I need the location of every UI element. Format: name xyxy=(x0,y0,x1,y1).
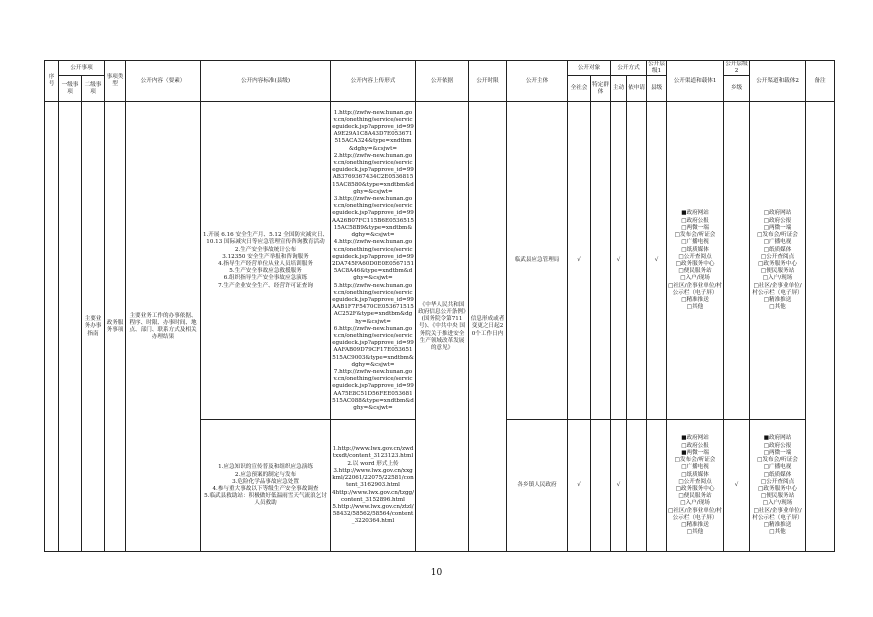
cell-upload-1 xyxy=(331,102,416,420)
channel-option: □公开查阅点 xyxy=(760,253,795,260)
cell-upload-2 xyxy=(331,420,416,552)
header-all: 全社会 xyxy=(568,76,591,102)
header-layer1: 公开层级1 xyxy=(648,61,665,75)
header-specific: 特定群体 xyxy=(591,76,611,102)
channel-option: □纸质媒体 xyxy=(681,246,709,253)
standard-item: 1.应急知识的宣传普及和组织应急演练 xyxy=(218,464,313,471)
cell-county-check-1: √ xyxy=(647,102,667,420)
channel-option: □政务服务中心 xyxy=(675,485,715,492)
upload-link: 5.http://www.lwx.gov.cn/ztzl/58432/58562/58564/content_3220364.html xyxy=(332,503,414,525)
channel-option: □精准推送 xyxy=(763,296,792,303)
standard-item: 6.组织指导生产安全事故应急演练 xyxy=(223,275,308,282)
header-standard: 公开内容标准(县级) xyxy=(201,61,331,102)
channel-option: □政府网站 xyxy=(763,210,792,217)
channel-option: □纸质媒体 xyxy=(763,246,792,253)
cell-apply-1 xyxy=(627,102,647,420)
header-layer2: 公开层级2 xyxy=(725,61,748,75)
channel-option: □便民服务站 xyxy=(678,493,712,500)
channel-option: □发布会/听证会 xyxy=(757,232,798,239)
cell-level1 xyxy=(59,102,82,552)
channel-option: □便民服务站 xyxy=(678,268,712,275)
channel-option: □政府公报 xyxy=(681,217,709,224)
header-apply: 依申请 xyxy=(627,76,647,102)
standard-item: 4.指导生产经营单位从业人员培训服务 xyxy=(218,260,313,267)
header-subject: 公开主体 xyxy=(507,61,568,102)
cell-standard-2 xyxy=(201,420,331,552)
channel-option: □公开查阅点 xyxy=(678,478,712,485)
channel-option: □社区/企事业单位/村公示栏（电子屏） xyxy=(752,282,803,296)
channel-option: □政府公报 xyxy=(763,442,792,449)
header-method: 公开方式 xyxy=(611,61,647,76)
channel-option: ■政府网站 xyxy=(681,210,709,217)
header-content: 公开内容（要素） xyxy=(126,61,201,102)
cell-apply-2 xyxy=(627,420,647,552)
channel-option: □社区/企事业单位/村公示栏（电子屏） xyxy=(752,507,803,521)
upload-link: 1.http://zwfw-new.hunan.gov.cn/onething/service/serviceguideck.jsp?approve_id=99A9E29A1C8A43D7E053671515ACA324&type=xndtbm&dghy=&csjwt= xyxy=(332,109,414,152)
channel-option: □政府公报 xyxy=(681,442,709,449)
standard-item: 1.开展 6.16 安全生产月、5.12 全国防灾减灾日、10.13 国际减灾日等应急管理宣传咨询教育活动 xyxy=(202,232,329,246)
header-remark: 备注 xyxy=(806,61,835,102)
header-time: 公开时限 xyxy=(469,61,507,102)
channel-option: □纸质媒体 xyxy=(681,471,709,478)
cell-all-check-1: √ xyxy=(568,102,591,420)
cell-all-check-2: √ xyxy=(568,420,591,552)
channel-option: □公开查阅点 xyxy=(760,478,795,485)
channel-option: □精准推送 xyxy=(763,521,792,528)
cell-subject-1: 临武县应急管理局 xyxy=(507,102,568,420)
cell-basis: 《中华人民共和国政府信息公开条例》(国务院令第711号)、《中共中央 国务院关于推进安全生产领域改革发展的意见》 xyxy=(416,102,469,552)
channel-option: □公开查阅点 xyxy=(678,253,712,260)
upload-link: 6.http://zwfw-new.hunan.gov.cn/onething/service/serviceguideck.jsp?approve_id=99AAFAB09D79CF17E053651515AC9003&type=xndtbm&dghy=&csjwt= xyxy=(332,325,414,368)
upload-link: 3.http://www.lwx.gov.cn/xxgkml/22061/22075/22581/content_3162903.html xyxy=(332,467,414,489)
channel-option: □其他 xyxy=(769,529,786,536)
header-seq: 序号 xyxy=(45,61,59,102)
channel-option: □入户/现场 xyxy=(680,500,710,507)
cell-county-check-2 xyxy=(647,420,667,552)
standard-item: 3.危险化学品事故应急处置 xyxy=(232,478,299,485)
cell-active-check-2: √ xyxy=(611,420,627,552)
header-level1: 一级事项 xyxy=(59,76,82,102)
disclosure-table xyxy=(44,60,835,552)
channel-option: □精准推送 xyxy=(681,296,709,303)
cell-channel1-2 xyxy=(667,420,724,552)
header-channel1: 公开渠道和载体1 xyxy=(667,61,724,102)
channel-option: □精准推送 xyxy=(681,521,709,528)
standard-item: 5.临武县救助站：积极做好低温雨雪天气流浪乞讨人员救助 xyxy=(204,493,327,507)
channel-option: □入户/现场 xyxy=(762,500,793,507)
header-channel2: 公开渠道和载体2 xyxy=(750,61,806,102)
channel-option: □纸质媒体 xyxy=(763,471,792,478)
header-type: 事项类型 xyxy=(105,61,126,102)
upload-link: 4http://www.lwx.gov.cn/tzgg/content_3152896.html xyxy=(332,489,414,503)
cell-channel2-1 xyxy=(750,102,806,420)
channel-option: □入户/现场 xyxy=(680,275,710,282)
channel-option: □发布会/听证会 xyxy=(674,457,716,464)
channel-option: □入户/现场 xyxy=(762,275,793,282)
channel-option: □政务服务中心 xyxy=(758,485,797,492)
upload-link: 2.以 word 形式上传 xyxy=(347,460,399,467)
upload-link: 2.http://zwfw-new.hunan.gov.cn/onething/service/serviceguideck.jsp?approve_id=99AB3769367434C2E053681515AC8580&type=xndtbm&dghy=&csjwt= xyxy=(332,152,414,195)
channel-option: □两微一端 xyxy=(763,449,792,456)
cell-town-check-1 xyxy=(724,102,750,420)
standard-item: 4.参与重大事故以下等级生产安全事故调查 xyxy=(212,485,319,492)
header-upload: 公开内容上传形式 xyxy=(331,61,416,102)
channel-option: □广播电视 xyxy=(763,464,792,471)
header-town: 乡级 xyxy=(724,76,750,102)
upload-link: 7.http://zwfw-new.hunan.gov.cn/onething/service/serviceguideck.jsp?approve_id=99AA75E8C51D56FEE053681515AC088&type=xndtbm&dghy=&csjwt= xyxy=(332,368,414,411)
channel-option: □广播电视 xyxy=(681,464,709,471)
cell-channel2-2 xyxy=(750,420,806,552)
cell-remark xyxy=(806,102,835,552)
header-items: 公开事项 xyxy=(59,61,105,76)
header-county: 县级 xyxy=(647,76,667,102)
cell-channel1-1 xyxy=(667,102,724,420)
cell-specific-2 xyxy=(591,420,611,552)
channel-option: □便民服务站 xyxy=(760,493,795,500)
channel-option: □便民服务站 xyxy=(760,268,795,275)
upload-link: 4.http://zwfw-new.hunan.gov.cn/onething/service/serviceguideck.jsp?approve_id=992DA745FA60D0E0E05671515AC8A46&type=xndtbm&dghy=&csjwt= xyxy=(332,239,415,282)
header-audience: 公开对象 xyxy=(568,61,611,76)
channel-option: □社区/企事业单位/村公示栏（电子屏） xyxy=(668,507,722,521)
channel-option: ■政府网站 xyxy=(681,435,709,442)
channel-option: □广播电视 xyxy=(681,239,709,246)
upload-link: 1.http://www.lwx.gov.cn/zwdtxxdt/content_3123123.html xyxy=(332,446,414,460)
channel-option: □社区/企事业单位/村公示栏（电子屏） xyxy=(668,282,722,296)
header-active: 主动 xyxy=(611,76,627,102)
channel-option: □政府公报 xyxy=(763,217,792,224)
header-level2: 二级事项 xyxy=(82,76,105,102)
upload-link: 5.http://zwfw-new.hunan.gov.cn/onething/service/serviceguideck.jsp?approve_id=99AAB1F7F5470CE053671515AC252F&type=xndtbm&dghy=&csjwt= xyxy=(332,282,414,325)
cell-content: 主要业务工作的办事依据、程序、时限、办事时间、地点、部门、联系方式及相关办理结果 xyxy=(126,102,201,552)
channel-option: □政务服务中心 xyxy=(758,260,797,267)
channel-option: □两微一端 xyxy=(681,224,709,231)
channel-option: □政务服务中心 xyxy=(675,260,715,267)
page-number: 10 xyxy=(430,568,443,578)
cell-subject-2: 各乡镇人民政府 xyxy=(507,420,568,552)
standard-item: 2.生产安全事故统计公布 xyxy=(234,246,297,253)
cell-type: 政务服务事项 xyxy=(105,102,126,552)
cell-specific-1 xyxy=(591,102,611,420)
standard-item: 2.应急预案的制定与发布 xyxy=(234,471,297,478)
upload-link: 3.http://zwfw-new.hunan.gov.cn/onething/service/serviceguideck.jsp?approve_id=99AA26B07FC115B6E053651515AC58B9&type=xndtbm&dghy=&csjwt= xyxy=(332,196,414,239)
standard-item: 5.生产安全事故应急救援服务 xyxy=(229,268,302,275)
cell-time: 信息形成或者变更之日起20个工作日内 xyxy=(469,102,507,552)
channel-option: □广播电视 xyxy=(763,239,792,246)
channel-option: □发布会/听证会 xyxy=(757,457,798,464)
standard-item: 7.生产企业安全生产、经营许可证查询 xyxy=(218,282,313,289)
cell-town-check-2: √ xyxy=(724,420,750,552)
channel-option: □其他 xyxy=(686,304,704,311)
channel-option: □其他 xyxy=(686,529,704,536)
channel-option: □发布会/听证会 xyxy=(674,232,716,239)
cell-standard-1 xyxy=(201,102,331,420)
cell-seq xyxy=(45,102,59,552)
channel-option: □两微一端 xyxy=(763,224,792,231)
header-basis: 公开依据 xyxy=(416,61,469,102)
channel-option: □其他 xyxy=(769,304,786,311)
cell-level2: 主要业务办事指南 xyxy=(82,102,105,552)
channel-option: ■两微一端 xyxy=(681,449,709,456)
standard-item: 3.12350 安全生产举报和咨询服务 xyxy=(222,253,309,260)
channel-option: ■政府网站 xyxy=(763,435,792,442)
cell-active-check-1: √ xyxy=(611,102,627,420)
